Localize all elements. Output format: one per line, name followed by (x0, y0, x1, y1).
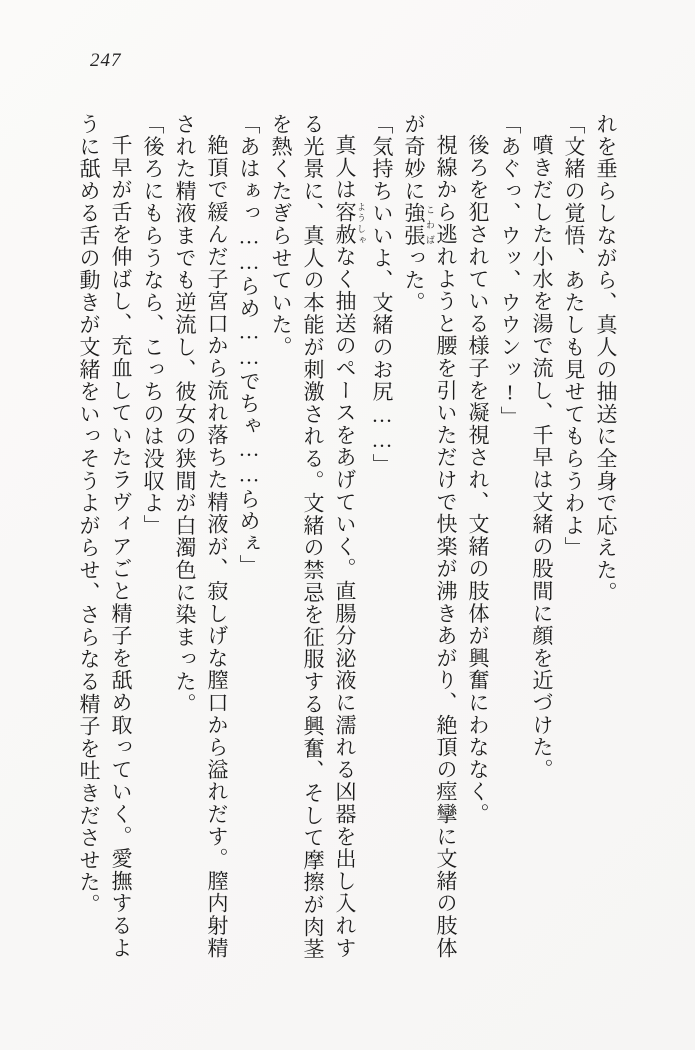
paragraph-dialogue: 「気持ちいいよ、文緒のお尻……」 (370, 113, 394, 476)
paragraph-narrative: 絶頂で緩んだ子宮口から流れ落ちた精液が、寂しげな膣口から溢れだす。膣内射精された精液までも逆流し、彼女の狭間が白濁色に染まった。 (173, 113, 229, 960)
page-number: 247 (90, 50, 122, 71)
paragraph-dialogue: 「あはぁっ……らめ……でちゃ……らめぇ」 (237, 113, 261, 577)
paragraph-narrative: 千早が舌を伸ばし、充血していたラヴィアごと精子を舐め取っていく。愛撫するように舐める舌の動きが文緒をいっそうよがらせ、さらなる精子を吐きださせた。 (77, 113, 133, 960)
text-segment: った。 (402, 246, 426, 314)
paragraph-narrative-with-ruby (398, 113, 462, 961)
text-segment: 真人は (333, 134, 357, 201)
paragraph-dialogue: 「あぐっ、ウッ、ウウンッ!」 (498, 113, 522, 429)
paragraph-narrative: 噴きだした小水を湯で流し、千早は文緒の股間に顔を近づけた。 (530, 134, 554, 781)
text-segment: なく抽送のペースをあげていく。直腸分泌液に濡れる凶器を出し入れする光景に、真人の本能が刺激される。文緒の禁忌を征服する興奮、そして摩擦が肉茎を熱くたぎらせていた。 (269, 113, 357, 961)
paragraph-continuation: れを垂らしながら、真人の抽送に全身で応えた。 (594, 113, 618, 604)
paragraph-narrative-with-ruby (265, 113, 366, 961)
paragraph-narrative: 後ろを犯されている様子を凝視され、文緒の肢体が興奮にわななく。 (466, 134, 490, 826)
ruby-annotation (402, 202, 435, 247)
paragraph-dialogue: 「文緒の覚悟、あたしも見せてもらうわよ」 (562, 113, 586, 559)
ruby-furigana: ようしゃ (356, 200, 366, 246)
ruby-base: 強張 (402, 202, 426, 247)
ruby-annotation (333, 200, 366, 246)
text-segment: 視線から逃れようと腰を引いただけで快楽が沸きあがり、絶頂の痙攣に文緒の肢体が奇妙に (402, 113, 458, 960)
ruby-furigana: こわば (425, 202, 435, 247)
ruby-base: 容赦 (333, 200, 357, 246)
paragraph-dialogue: 「後ろにもらうなら、こっちのは没収よ」 (141, 113, 165, 537)
text-block (73, 113, 622, 961)
